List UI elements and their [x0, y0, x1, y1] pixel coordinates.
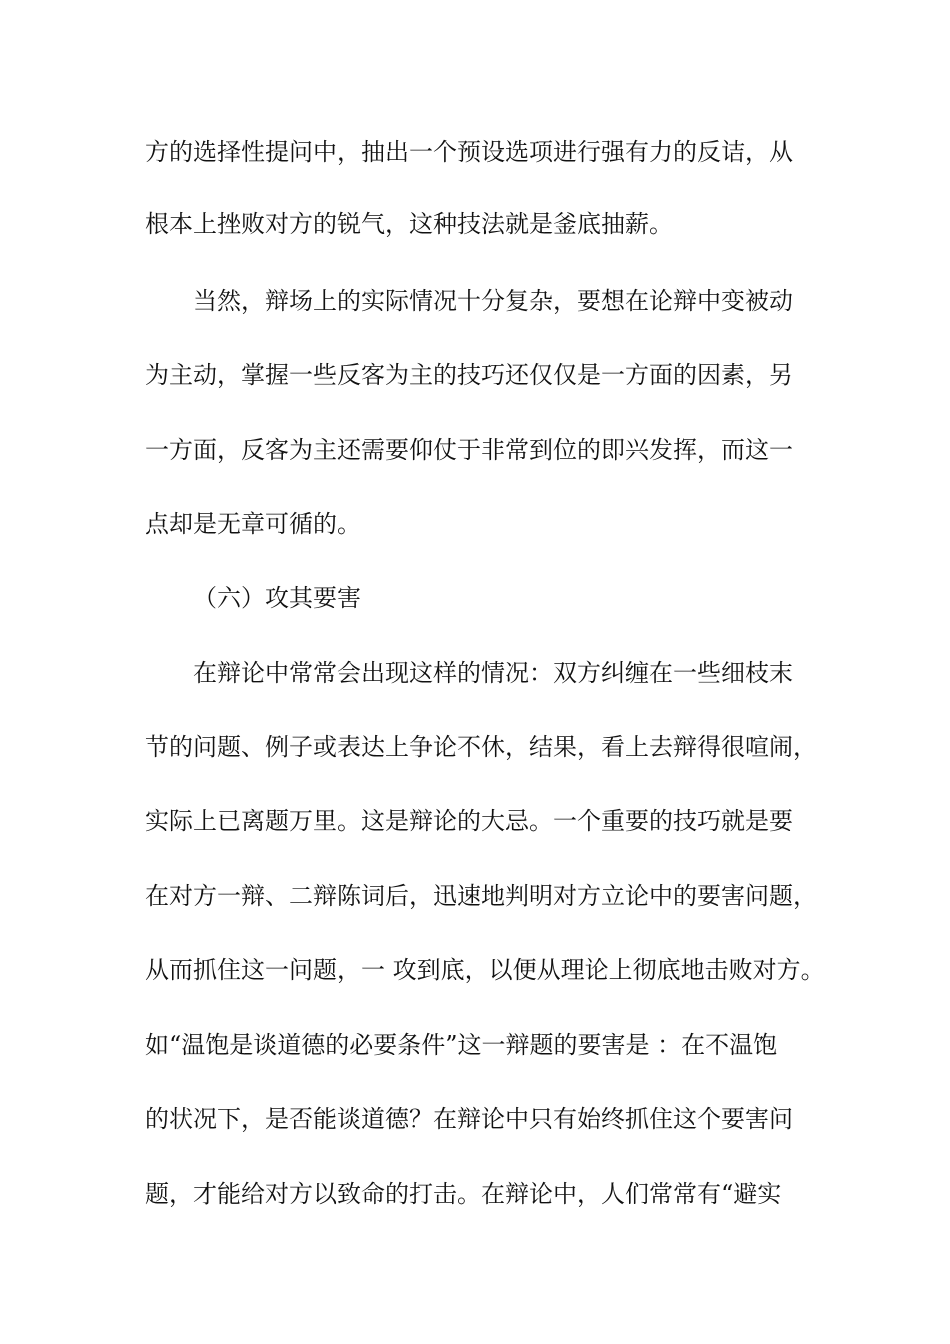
- text-line-15: 题，才能给对方以致命的打击。在辩论中，人们常常有“避实: [145, 1180, 782, 1208]
- text-line-2: 根本上挫败对方的锐气，这种技法就是釜底抽薪。: [145, 210, 673, 238]
- text-line-3: 当然，辩场上的实际情况十分复杂，要想在论辩中变被动: [193, 287, 793, 315]
- text-line-4: 为主动，掌握一些反客为主的技巧还仅仅是一方面的因素，另: [145, 361, 793, 389]
- text-line-12: 从而抓住这一问题，一 攻到底，以便从理论上彻底地击败对方。: [145, 956, 825, 984]
- text-line-6: 点却是无章可循的。: [145, 510, 361, 538]
- section-heading: （六）攻其要害: [193, 584, 361, 612]
- text-line-8: 在辩论中常常会出现这样的情况：双方纠缠在一些细枝末: [193, 659, 793, 687]
- text-line-10: 实际上已离题万里。这是辩论的大忌。一个重要的技巧就是要: [145, 807, 793, 835]
- text-line-11: 在对方一辩、二辩陈词后，迅速地判明对方立论中的要害问题，: [145, 882, 817, 910]
- text-line-5: 一方面，反客为主还需要仰仗于非常到位的即兴发挥，而这一: [145, 436, 793, 464]
- text-line-13: 如“温饱是谈道德的必要条件”这一辩题的要害是 ：在不温饱: [145, 1031, 778, 1059]
- text-line-14: 的状况下，是否能谈道德？在辩论中只有始终抓住这个要害问: [145, 1105, 793, 1133]
- text-line-9: 节的问题、例子或表达上争论不休，结果，看上去辩得很喧闹，: [145, 733, 817, 761]
- text-line-1: 方的选择性提问中，抽出一个预设选项进行强有力的反诘，从: [145, 138, 793, 166]
